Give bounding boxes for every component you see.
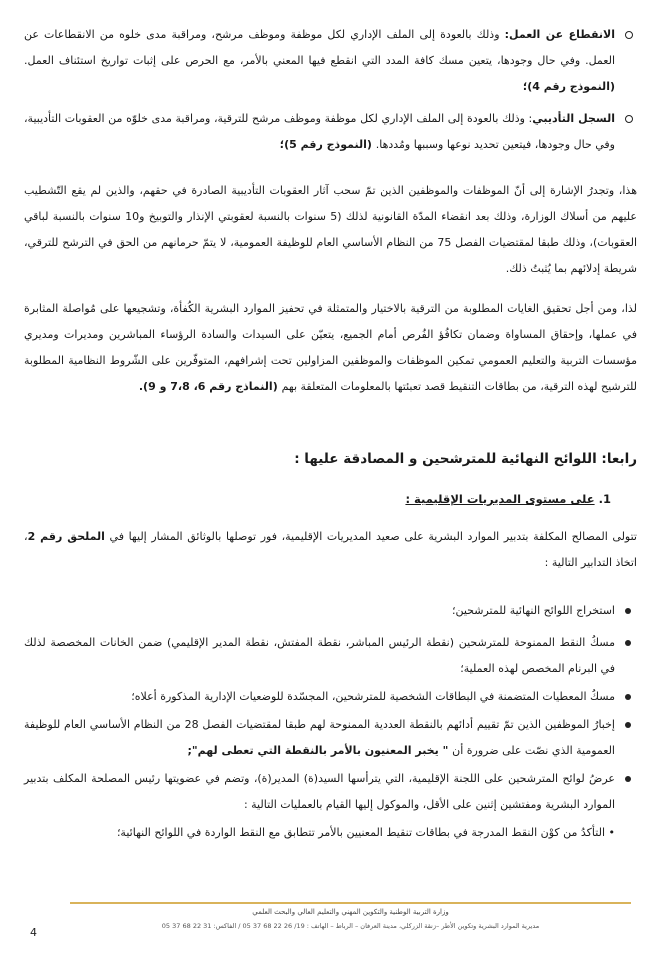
- discipline-ref: (النموذج رقم 5)؛: [279, 138, 376, 151]
- bullet-list: [24, 598, 637, 846]
- paragraph-measures: [24, 524, 637, 576]
- bullet-quote: " يخبر المعنيون بالأمر بالنقطة التي تعطى لهم";: [187, 744, 453, 757]
- measures-ref: الملحق رقم 2: [27, 530, 105, 543]
- measures-tail: ، اتخاذ التدابير التالية :: [24, 530, 637, 569]
- page-number: 4: [30, 926, 37, 939]
- measures-text: تتولى المصالح المكلفة بتدبير الموارد البشرية على صعيد المديريات الإقليمية، فور توصلها بالوثائق المشار إليها في: [104, 530, 637, 543]
- list-item: مسكُ النقط الممنوحة للمترشحين (نقطة الرئيس المباشر، نقطة المفتش، نقطة المدير الإقليمي) ضمن الخانات المخصصة لذلك في البرنام المخصص لهذه العملية؛: [24, 630, 637, 682]
- sub-list-item: • التأكدُ من كوْن النقط المدرجة في بطاقات تنقيط المعنيين بالأمر تتطابق مع النقط الواردة في اللوائح النهائية؛: [116, 826, 615, 839]
- footer-divider: [70, 902, 631, 904]
- subsection-label: على مستوى المديريات الإقليمية :: [405, 492, 595, 506]
- section-heading: رابعا: اللوائح النهائية للمترشحين و المصادقة عليها :: [294, 451, 637, 467]
- subsection-number: 1.: [598, 492, 611, 506]
- paragraph-absence: [24, 22, 637, 100]
- page-footer: [70, 900, 631, 940]
- list-item: إخبارُ الموظفين الذين تمّ تقييم أدائهم بالنقطة العددية الممنوحة لهم طبقا لمقتضيات الفصل 28 من النظام الأساسي العام للوظيفة العمومية الذي نصّت على ضرورة أن " يخبر المعنيون بالأمر بالنقطة التي تعطى لهم";: [24, 712, 637, 764]
- bullet-icon: [625, 694, 631, 700]
- discipline-title: السجل التأديبي: [532, 112, 616, 125]
- absence-title: الانقطاع عن العمل:: [504, 28, 615, 41]
- bullet-icon: [625, 640, 631, 646]
- paragraph-discipline: [24, 106, 637, 158]
- sub-bullet-icon: •: [605, 826, 615, 839]
- paragraph-objectives: [24, 296, 637, 400]
- subsection-heading: [24, 486, 637, 512]
- bullet-icon: [625, 776, 631, 782]
- absence-text: وذلك بالعودة إلى الملف الإداري لكل موظفة وموظف مرشح، ومراقبة مدى خلوه من الانقطاعات عن العمل. وفي حال وجودها، يتعين مسك كافة المدد التي انقطع فيها المعني بالأمر، مع الحرص على إثبات تواريخ استئناف العمل.: [24, 28, 615, 67]
- circle-bullet-icon: [625, 115, 633, 123]
- paragraph-note: هذا، وتجدرُ الإشارة إلى أنّ الموظفات والموظفين الذين تمّ سحب آثار العقوبات التأديبية الصادرة في حقهم، والذين لم يقع التّشطيب عليهم من أسلاك الوزارة، وذلك بعد انقضاء المدّة القانونية لذلك (5 سنوات بالنسبة لعقوبتي الإنذار والتوبيخ و10 سنوات بالنسبة لباقي العقوبات)، وذلك طبقا لمقتضيات الفصل 75 من النظام الأساسي العام للوظيفة العمومية، لا يتمّ حرمانهم من الحق في الترشح للترقي، شريطة إدلائهم بما يُثبتُ ذلك.: [24, 184, 637, 275]
- footer-ministry: وزارة التربية الوطنية والتكوين المهني والتعليم العالي والبحث العلمي: [252, 908, 449, 916]
- objectives-text: لذا، ومن أجل تحقيق الغايات المطلوبة من الترقية بالاختيار والمتمثلة في تحفيز الموارد البشرية الكُفأة، وتشجيعها على مُواصلة المثابرة في عملها، وإحقاق المساواة وضمان تكافُؤ الفُرص أمام الجميع، يتعيّن على السيدات والسادة الرؤساء المباشرين ومديرات ومديري مؤسسات التربية والتعليم العمومي تمكين الموظفات والموظفين المزاولين تحت إشرافهم، المتوفّرين على الشّروط النظامية المطلوبة للترشيح لهذه الترقية، من بطاقات التنقيط قصد تعبئتها بالمعلومات المتعلقة بهم: [24, 302, 637, 393]
- bullet-icon: [625, 608, 631, 614]
- list-item: استخراج اللوائح النهائية للمترشحين؛: [24, 598, 637, 624]
- absence-ref: (النموذج رقم 4)؛: [522, 80, 615, 93]
- discipline-text: : وذلك بالعودة إلى الملف الإداري لكل موظفة وموظف مرشح للترقية، ومراقبة مدى خلوّه من العقوبات التأديبية، وفي حال وجودها، فيتعين تحديد نوعها وسببها ومُددها.: [24, 112, 615, 151]
- bullet-icon: [625, 722, 631, 728]
- objectives-ref: (النماذج رقم 6، 7،8 و 9).: [138, 380, 282, 393]
- list-item: مسكُ المعطيات المتضمنة في البطاقات الشخصية للمترشحين، المجسّدة للوضعيات الإدارية المذكورة أعلاه؛: [24, 684, 637, 710]
- circle-bullet-icon: [625, 31, 633, 39]
- footer-address: مديرية الموارد البشرية وتكوين الأطر –زنقة الزركلي، مدينة العرفان – الرباط – الهاتف : 19/ 26 22 68 37 05 / الفاكس: 31 22 68 37 05: [161, 922, 540, 930]
- list-item: عرضُ لوائح المترشحين على اللجنة الإقليمية، التي يترأسها السيد(ة) المدير(ة)، وتضم في عضويتها رئيس المصلحة المكلف بتدبير الموارد البشرية ومفتشين إثنين على الأقل، والموكول إليها القيام بالعمليات التالية :: [24, 766, 637, 818]
